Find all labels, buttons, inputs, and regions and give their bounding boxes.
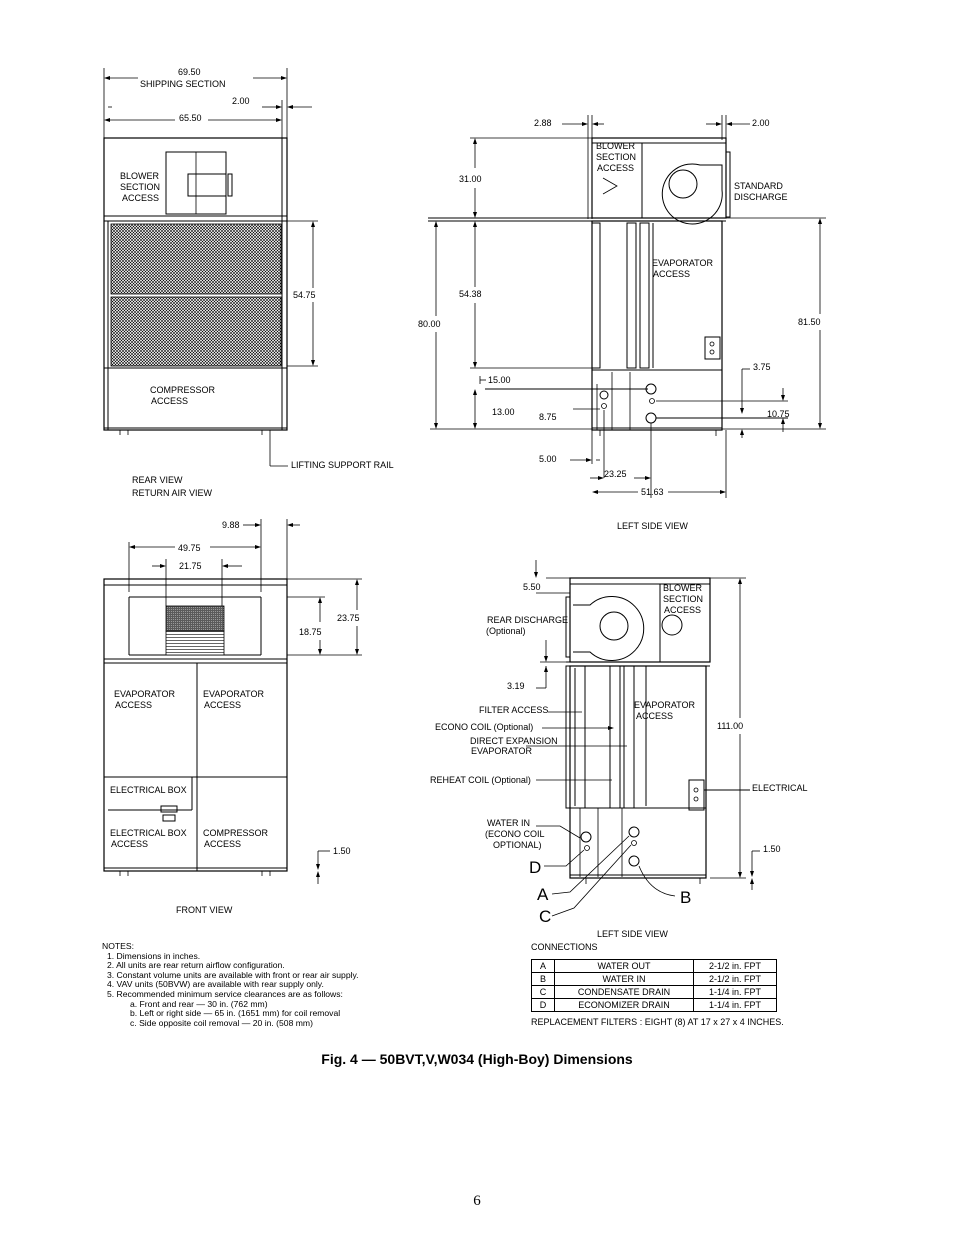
- dim-18-75: 18.75: [299, 627, 322, 637]
- connection-letter-a: A: [537, 885, 549, 904]
- front-compressor-access-1: COMPRESSOR: [203, 828, 269, 838]
- dim-54-38: 54.38: [459, 289, 482, 299]
- note-3: 3. Constant volume units are available with front or rear air supply.: [107, 969, 359, 980]
- dim-81-50: 81.50: [798, 317, 821, 327]
- direct-expansion-1: DIRECT EXPANSION: [470, 736, 558, 746]
- conn-name: ECONOMIZER DRAIN: [555, 999, 694, 1012]
- side-blower-access-2: SECTION: [596, 152, 637, 162]
- conn-code: B: [532, 973, 555, 986]
- rear-compressor-access-2: ACCESS: [151, 396, 189, 406]
- front-evap-access-left-1: EVAPORATOR: [114, 689, 176, 699]
- water-in-2: (ECONO COIL: [485, 829, 545, 839]
- note-2: 2. All units are rear return airflow configuration.: [107, 960, 285, 971]
- dim-10-75: 10.75: [767, 409, 790, 419]
- rear-blower-access-2: SECTION: [120, 182, 161, 192]
- dim-23-75: 23.75: [337, 613, 360, 623]
- note-5b: b. Left or right side — 65 in. (1651 mm) for coil removal: [130, 1008, 341, 1019]
- electrical-label: ELECTRICAL: [752, 783, 808, 793]
- conn-code: D: [532, 999, 555, 1012]
- dim-49-75: 49.75: [178, 543, 201, 553]
- dim-65-50: 65.50: [179, 113, 202, 123]
- rear-blower-access-1: BLOWER: [120, 171, 160, 181]
- table-row: [532, 960, 777, 973]
- front-evap-access-right-1: EVAPORATOR: [203, 689, 265, 699]
- dim-51-63: 51.63: [641, 487, 664, 497]
- conn-name: WATER OUT: [555, 960, 694, 973]
- front-compressor-access-2: ACCESS: [204, 839, 242, 849]
- conn-name: CONDENSATE DRAIN: [555, 986, 694, 999]
- shipping-section-label: SHIPPING SECTION: [140, 79, 226, 89]
- dim-shipping: 69.50: [178, 67, 201, 77]
- note-1: 1. Dimensions in inches.: [107, 950, 201, 961]
- supply-grille-upper: [166, 606, 224, 631]
- side-blower-access-3: ACCESS: [597, 163, 635, 173]
- rear-discharge-2: (Optional): [486, 626, 526, 636]
- connection-letter-d: D: [529, 858, 542, 877]
- supply-grille-lower: [166, 631, 224, 655]
- dim-13-00: 13.00: [492, 407, 515, 417]
- note-4: 4. VAV units (50BVW) are available with rear supply only.: [107, 979, 324, 990]
- dim-3-75: 3.75: [753, 362, 771, 372]
- return-filter-lower: [111, 297, 281, 366]
- conn-code: A: [532, 960, 555, 973]
- side-blower-access-1: BLOWER: [596, 141, 636, 151]
- connection-letter-c: C: [539, 907, 552, 926]
- rear-view: [104, 67, 394, 498]
- side-evaporator-access-2: ACCESS: [653, 269, 691, 279]
- table-row: [532, 973, 777, 986]
- reheat-coil-label: REHEAT COIL (Optional): [430, 775, 531, 785]
- side-evaporator-access-1: EVAPORATOR: [652, 258, 714, 268]
- connection-letter-b: B: [680, 888, 692, 907]
- lifting-support-rail: LIFTING SUPPORT RAIL: [291, 460, 394, 470]
- bottom-blower-access-1: BLOWER: [663, 583, 703, 593]
- dim-8-75: 8.75: [539, 412, 557, 422]
- left-side-view-top: [418, 115, 826, 531]
- dim-15-00: 15.00: [488, 375, 511, 385]
- dim-2-00-rear: 2.00: [232, 96, 250, 106]
- bottom-blower-access-2: SECTION: [663, 594, 704, 604]
- conn-size: 1-1/4 in. FPT: [694, 986, 777, 999]
- econo-coil-label: ECONO COIL (Optional): [435, 722, 534, 732]
- standard-discharge-2: DISCHARGE: [734, 192, 788, 202]
- water-in-3: OPTIONAL): [493, 840, 542, 850]
- front-evap-access-right-2: ACCESS: [204, 700, 242, 710]
- conn-size: 2-1/2 in. FPT: [694, 973, 777, 986]
- dim-23-25: 23.25: [604, 469, 627, 479]
- page-number: 6: [473, 1193, 481, 1209]
- electrical-box-label: ELECTRICAL BOX: [110, 785, 187, 795]
- return-filter-upper: [111, 224, 281, 294]
- rear-compressor-access-1: COMPRESSOR: [150, 385, 216, 395]
- dim-31-00: 31.00: [459, 174, 482, 184]
- electrical-box-access-1: ELECTRICAL BOX: [110, 828, 187, 838]
- dim-3-19: 3.19: [507, 681, 525, 691]
- water-in-1: WATER IN: [487, 818, 530, 828]
- dim-1-50-front: 1.50: [333, 846, 351, 856]
- table-row: [532, 986, 777, 999]
- replacement-filters: REPLACEMENT FILTERS : EIGHT (8) AT 17 x 27 x 4 INCHES.: [531, 1017, 784, 1027]
- dim-80-00: 80.00: [418, 319, 441, 329]
- conn-code: C: [532, 986, 555, 999]
- conn-name: WATER IN: [555, 973, 694, 986]
- dim-1-50-side: 1.50: [763, 844, 781, 854]
- standard-discharge-1: STANDARD: [734, 181, 783, 191]
- figure-caption: Fig. 4 — 50BVT,V,W034 (High-Boy) Dimensions: [321, 1051, 633, 1067]
- conn-size: 1-1/4 in. FPT: [694, 999, 777, 1012]
- bottom-evaporator-access-2: ACCESS: [636, 711, 674, 721]
- dim-9-88: 9.88: [222, 520, 240, 530]
- conn-size: 2-1/2 in. FPT: [694, 960, 777, 973]
- rear-view-label: REAR VIEW: [132, 475, 183, 485]
- dim-5-00: 5.00: [539, 454, 557, 464]
- dim-5-50: 5.50: [523, 582, 541, 592]
- rear-blower-access-3: ACCESS: [122, 193, 160, 203]
- filter-access-label: FILTER ACCESS: [479, 705, 549, 715]
- dim-21-75: 21.75: [179, 561, 202, 571]
- rear-discharge-1: REAR DISCHARGE: [487, 615, 569, 625]
- table-row: [532, 999, 777, 1012]
- dim-111-00: 111.00: [717, 721, 744, 731]
- notes: [102, 942, 359, 1028]
- connections-title: CONNECTIONS: [531, 942, 598, 952]
- electrical-box-access-2: ACCESS: [111, 839, 149, 849]
- front-evap-access-left-2: ACCESS: [115, 700, 153, 710]
- front-view-label: FRONT VIEW: [176, 905, 233, 915]
- note-5a: a. Front and rear — 30 in. (762 mm): [130, 998, 268, 1009]
- left-side-view-label-bottom: LEFT SIDE VIEW: [597, 929, 668, 939]
- note-5: 5. Recommended minimum service clearances are as follows:: [107, 988, 343, 999]
- bottom-blower-access-3: ACCESS: [664, 605, 702, 615]
- dim-2-00-side: 2.00: [752, 118, 770, 128]
- bottom-evaporator-access-1: EVAPORATOR: [634, 700, 696, 710]
- left-side-view-bottom: [430, 560, 808, 939]
- connections-table: [531, 959, 777, 1012]
- left-side-view-label-top: LEFT SIDE VIEW: [617, 521, 688, 531]
- return-air-view-label: RETURN AIR VIEW: [132, 488, 213, 498]
- direct-expansion-2: EVAPORATOR: [471, 746, 533, 756]
- notes-title: NOTES:: [102, 941, 134, 951]
- note-5c: c. Side opposite coil removal — 20 in. (508 mm): [130, 1017, 313, 1028]
- dim-54-75: 54.75: [293, 290, 316, 300]
- front-view: [104, 519, 362, 915]
- dim-2-88: 2.88: [534, 118, 552, 128]
